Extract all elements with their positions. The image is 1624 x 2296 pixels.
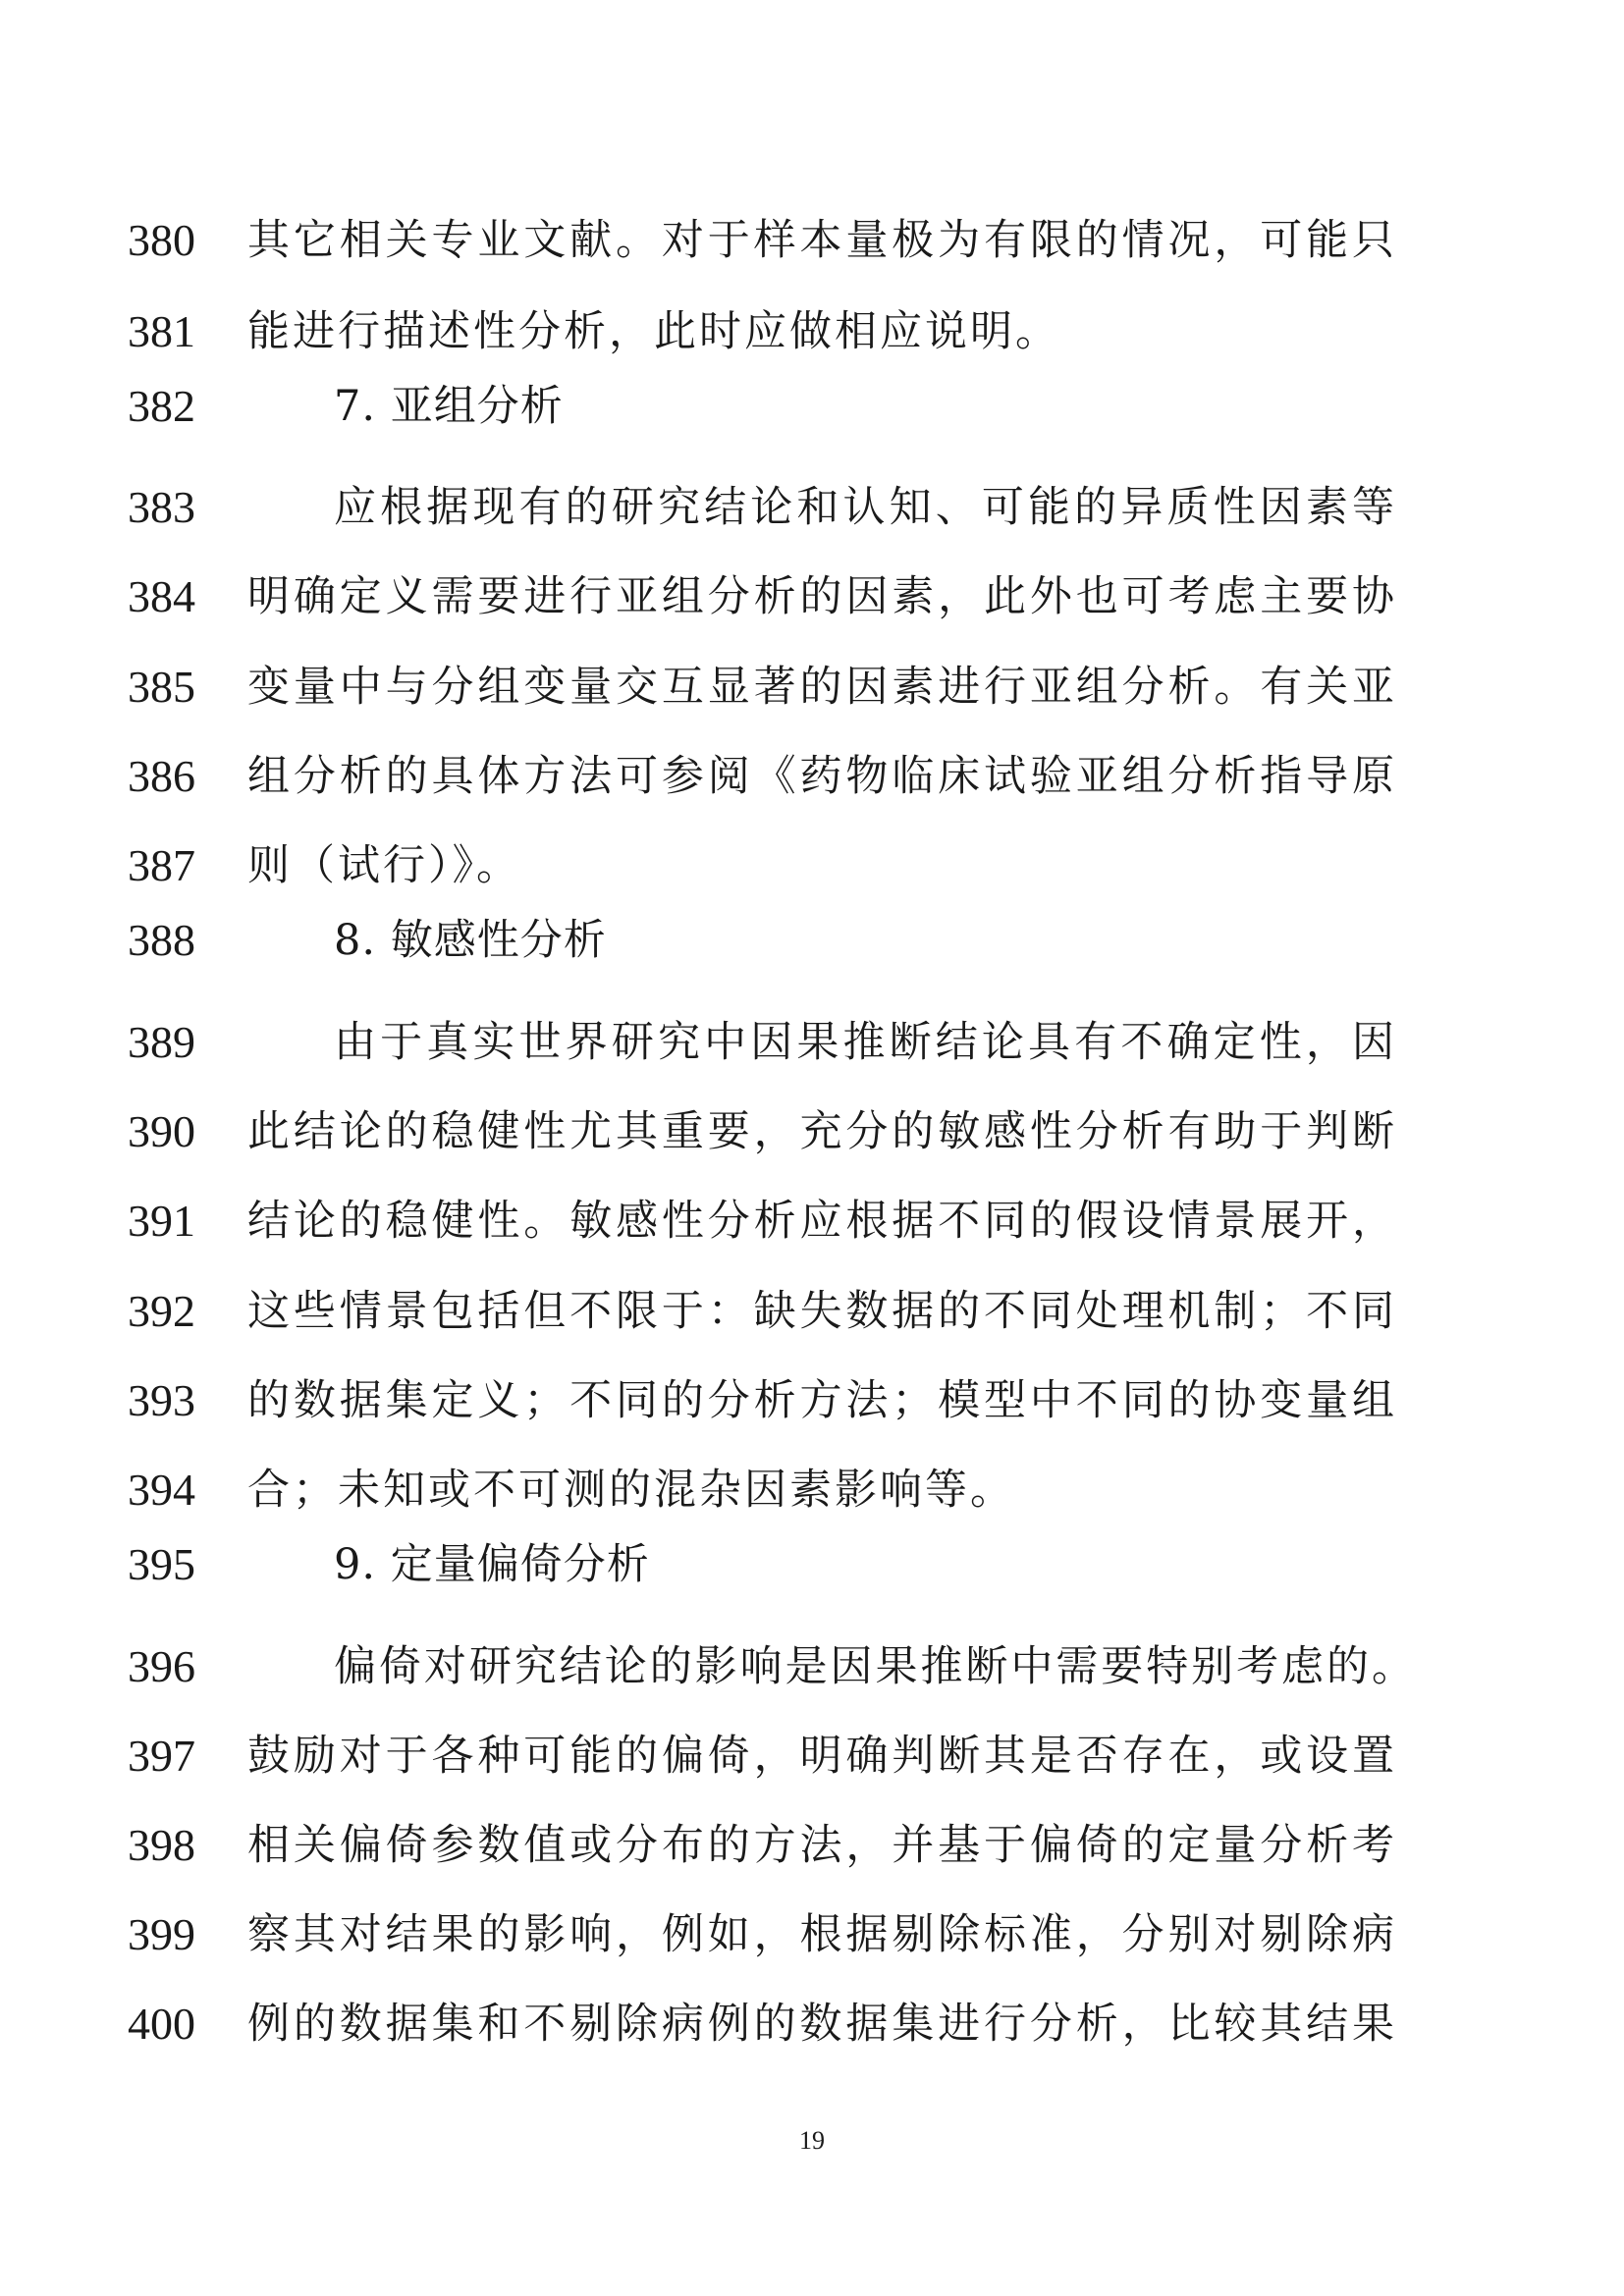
line-number: 396 [128, 1641, 195, 1691]
line-text: 此结论的稳健性尤其重要，充分的敏感性分析有助于判断 [247, 1107, 1394, 1156]
line-text: 其它相关专业文献。对于样本量极为有限的情况，可能只 [247, 216, 1394, 265]
text-line-388 [0, 911, 1624, 970]
line-text: 变量中与分组变量交互显著的因素进行亚组分析。有关亚 [247, 663, 1394, 712]
text-line-398 [0, 1816, 1624, 1875]
line-text: 相关偏倚参数值或分布的方法，并基于偏倚的定量分析考 [247, 1821, 1394, 1870]
line-number: 391 [128, 1196, 195, 1246]
line-text: 察其对结果的影响，例如，根据剔除标准，分别对剔除病 [247, 1910, 1394, 1959]
text-line-389 [0, 1013, 1624, 1072]
text-line-396 [0, 1637, 1624, 1696]
line-text: 偏倚对研究结论的影响是因果推断中需要特别考虑的。 [334, 1642, 1414, 1691]
line-number: 394 [128, 1465, 195, 1515]
text-line-394 [0, 1461, 1624, 1520]
text-line-381 [0, 302, 1624, 361]
line-text: 这些情景包括但不限于：缺失数据的不同处理机制；不同 [247, 1287, 1394, 1336]
line-number: 380 [128, 215, 195, 265]
text-line-392 [0, 1282, 1624, 1341]
section-heading: 8. 敏感性分析 [334, 916, 607, 965]
section-heading: 7. 亚组分析 [334, 382, 564, 431]
text-line-393 [0, 1371, 1624, 1430]
line-number: 386 [128, 751, 195, 801]
line-text: 应根据现有的研究结论和认知、可能的异质性因素等 [334, 483, 1394, 532]
line-number: 384 [128, 571, 195, 621]
text-line-386 [0, 747, 1624, 806]
line-number: 389 [128, 1017, 195, 1067]
line-text: 例的数据集和不剔除病例的数据集进行分析，比较其结果 [247, 2000, 1394, 2049]
text-line-391 [0, 1192, 1624, 1251]
line-text: 的数据集定义；不同的分析方法；模型中不同的协变量组 [247, 1376, 1394, 1425]
text-line-384 [0, 567, 1624, 626]
line-text: 组分析的具体方法可参阅《药物临床试验亚组分析指导原 [247, 752, 1394, 801]
text-line-395 [0, 1535, 1624, 1594]
line-number: 385 [128, 662, 195, 712]
line-number: 383 [128, 482, 195, 532]
line-number: 398 [128, 1820, 195, 1870]
line-number: 392 [128, 1286, 195, 1336]
line-text: 能进行描述性分析，此时应做相应说明。 [247, 307, 1060, 356]
line-text: 鼓励对于各种可能的偏倚，明确判断其是否存在，或设置 [247, 1732, 1394, 1781]
line-text: 由于真实世界研究中因果推断结论具有不确定性，因 [334, 1018, 1394, 1067]
line-number: 399 [128, 1909, 195, 1959]
text-line-390 [0, 1102, 1624, 1161]
line-text: 合；未知或不可测的混杂因素影响等。 [247, 1466, 1015, 1515]
text-line-382 [0, 377, 1624, 436]
line-text: 结论的稳健性。敏感性分析应根据不同的假设情景展开， [247, 1197, 1394, 1246]
section-heading: 9. 定量偏倚分析 [334, 1540, 650, 1589]
line-number: 390 [128, 1106, 195, 1156]
line-number: 397 [128, 1731, 195, 1781]
line-number: 395 [128, 1539, 195, 1589]
line-number: 400 [128, 1999, 195, 2049]
line-number: 387 [128, 840, 195, 890]
line-number: 393 [128, 1375, 195, 1425]
line-number: 382 [128, 381, 195, 431]
text-line-400 [0, 1995, 1624, 2054]
text-line-385 [0, 658, 1624, 717]
text-line-383 [0, 478, 1624, 537]
line-text: 明确定义需要进行亚组分析的因素，此外也可考虑主要协 [247, 572, 1394, 621]
line-number: 388 [128, 915, 195, 965]
text-line-380 [0, 211, 1624, 270]
line-text: 则（试行）》。 [247, 841, 521, 890]
line-number: 381 [128, 306, 195, 356]
text-line-397 [0, 1727, 1624, 1786]
text-line-387 [0, 836, 1624, 895]
text-line-399 [0, 1905, 1624, 1964]
page-number: 19 [799, 2126, 825, 2155]
